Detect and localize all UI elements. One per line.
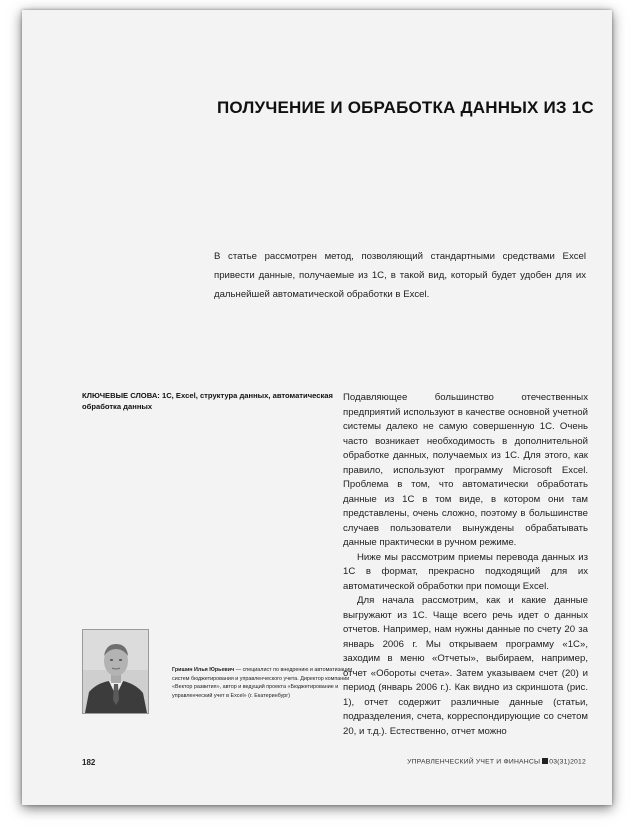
journal-name: УПРАВЛЕНЧЕСКИЙ УЧЕТ И ФИНАНСЫ bbox=[407, 758, 541, 766]
page-number: 182 bbox=[82, 758, 96, 767]
author-photo bbox=[82, 629, 149, 714]
journal-issue: 03(31)2012 bbox=[549, 758, 586, 766]
keywords-label: КЛЮЧЕВЫЕ СЛОВА: bbox=[82, 391, 160, 400]
article-abstract: В статье рассмотрен метод, позволяющий стандартными средствами Excel привести данные, получаемые из 1С, в такой вид, который будет удобен для их дальнейшей автоматической обработки в Excel. bbox=[214, 251, 586, 300]
author-name: Гришин Илья Юрьевич bbox=[172, 667, 235, 673]
keywords-text: 1С, Excel, структура данных, автоматическая обработка данных bbox=[82, 391, 333, 411]
article-body bbox=[343, 391, 588, 739]
author-bio bbox=[172, 666, 357, 700]
body-paragraph-1: Подавляющее большинство отечественных предприятий используют в качестве основной учетной системы далеко не самую совершенную 1С. Очень часто возникает необходимость в дополнительной обработке данных, получаемых из 1С. Для этого, как правило, используют программу Microsoft Excel. Проблема в том, что автоматически обработать данные из 1С в том виде, в котором они там представлены, очень сложно, поэтому в большинстве случаев пользователи вынуждены обрабатывать данные практически в ручном режиме. bbox=[343, 392, 588, 548]
keywords-block bbox=[82, 390, 347, 412]
article-title: ПОЛУЧЕНИЕ И ОБРАБОТКА ДАННЫХ ИЗ 1С bbox=[217, 98, 594, 117]
body-paragraph-3: Для начала рассмотрим, как и какие данные выгружают из 1С. Чаще всего речь идет о данных отчетов. Например, нам нужны данные по счету 20 за январь 2006 г. Мы открываем программу «1С», заходим в меню «Отчеты», выбираем, например, отчет «Обороты счета». Затем указываем счет (20) и период (январь 2006 г.). Как видно из скриншота (рис. 1), отчет содержит различные данные (статьи, подразделения, счета, корреспондирующие со счетом 20, и т.д.). Естественно, отчет можно bbox=[343, 595, 588, 737]
journal-page bbox=[22, 10, 612, 805]
journal-footer bbox=[407, 758, 586, 766]
square-bullet-icon bbox=[542, 758, 548, 764]
author-portrait-image bbox=[83, 630, 148, 713]
body-paragraph-2: Ниже мы рассмотрим приемы перевода данных из 1С в формат, прекрасно подходящий для их автоматической обработки при помощи Excel. bbox=[343, 551, 588, 592]
author-description: — специалист по внедрению и автоматизации систем бюджетирования и управленческого учета. Директор компании «Вектор развития», автор и ведущий проекта «Бюджетирование и управленческий учет в Excel» (г. Екатеринбург) bbox=[172, 667, 353, 699]
